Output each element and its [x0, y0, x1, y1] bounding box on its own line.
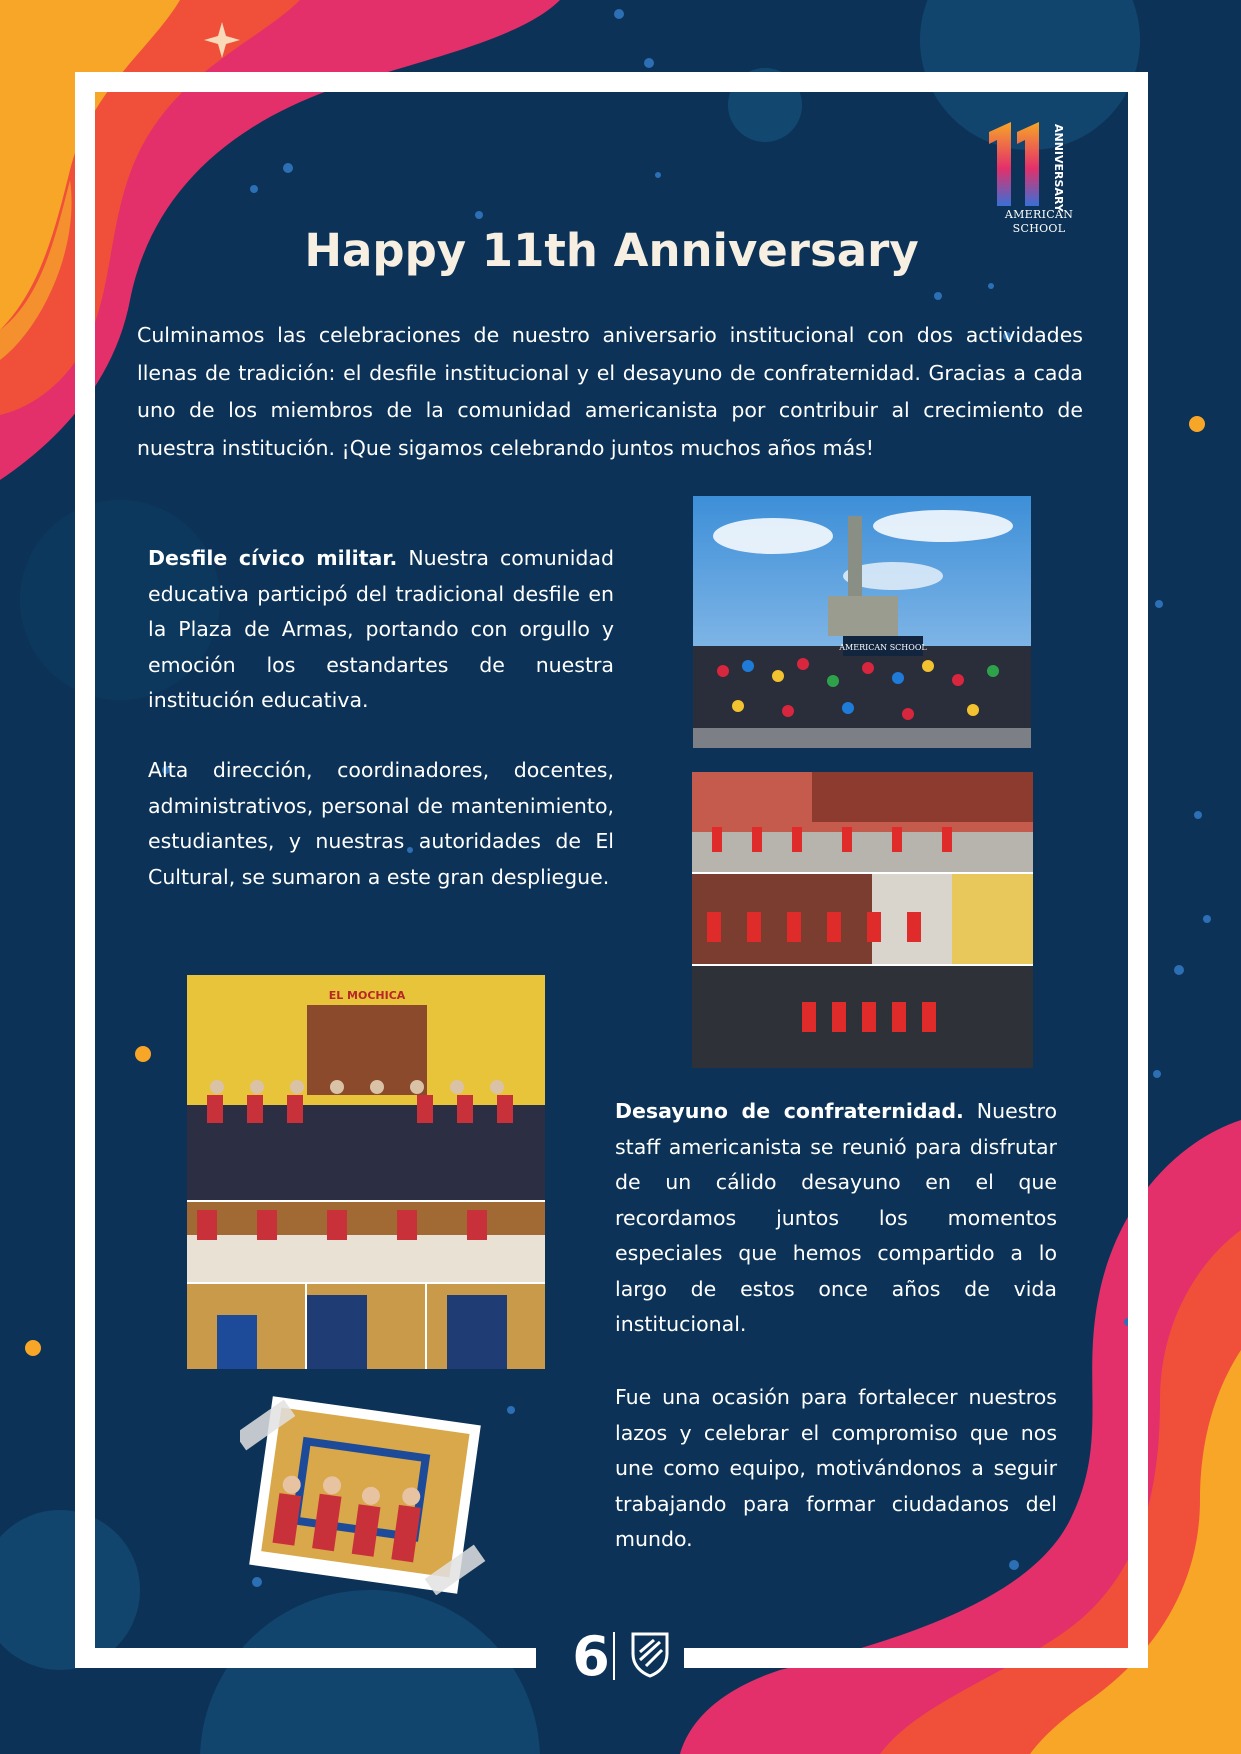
breakfast-text: Nuestro staff americanista se reunió para disfrutar de un cálido desayuno en el que recordamos juntos los momentos especiales que hemos compartido a lo largo de estos once años de vida institucional. [615, 1099, 1057, 1336]
parade-text: Nuestra comunidad educativa participó del tradicional desfile en la Plaza de Armas, portando con orgullo y emoción los estandartes de nuestra institución educativa. [148, 546, 615, 712]
parade-paragraph-2: Alta dirección, coordinadores, docentes, administrativos, personal de mantenimiento, estudiantes, y nuestras autoridades de El Cultural, se sumaron a este gran despliegue. [148, 758, 614, 889]
breakfast-heading: Desayuno de confraternidad. [615, 1099, 964, 1123]
photo-plaza-group [693, 496, 1031, 748]
banner-text: AMERICAN SCHOOL [839, 643, 927, 652]
shield-icon [630, 1630, 670, 1678]
intro-paragraph: Culminamos las celebraciones de nuestro aniversario institucional con dos actividades llenas de tradición: el desfile institucional y el desayuno de confraternidad. Gracias a cada uno de los miembros de la comunidad americanista por contribuir al crecimiento de nuestra institución. ¡Que sigamos celebrando juntos muchos años más! [137, 323, 1083, 460]
page-number: 6 [572, 1625, 610, 1688]
parade-heading: Desfile cívico militar. [148, 546, 398, 570]
polaroid-photo [240, 1395, 490, 1595]
breakfast-paragraph-2: Fue una ocasión para fortalecer nuestros lazos y celebrar el compromiso que nos une como equipo, motivándonos a seguir trabajando para formar ciudadanos del mundo. [615, 1385, 1057, 1551]
parade-paragraph [148, 541, 614, 719]
photo-parade-collage [692, 772, 1033, 1068]
logo-word: ANNIVERSARY [1052, 124, 1065, 212]
logo-line-1: AMERICAN [1004, 208, 1074, 221]
restaurant-sign: EL MOCHICA [328, 989, 406, 1002]
footer-divider [613, 1632, 615, 1680]
breakfast-paragraph [615, 1094, 1057, 1343]
page-title: Happy 11th Anniversary [304, 224, 919, 277]
photo-breakfast-collage [187, 975, 545, 1369]
logo-line-2: SCHOOL [1012, 222, 1066, 235]
